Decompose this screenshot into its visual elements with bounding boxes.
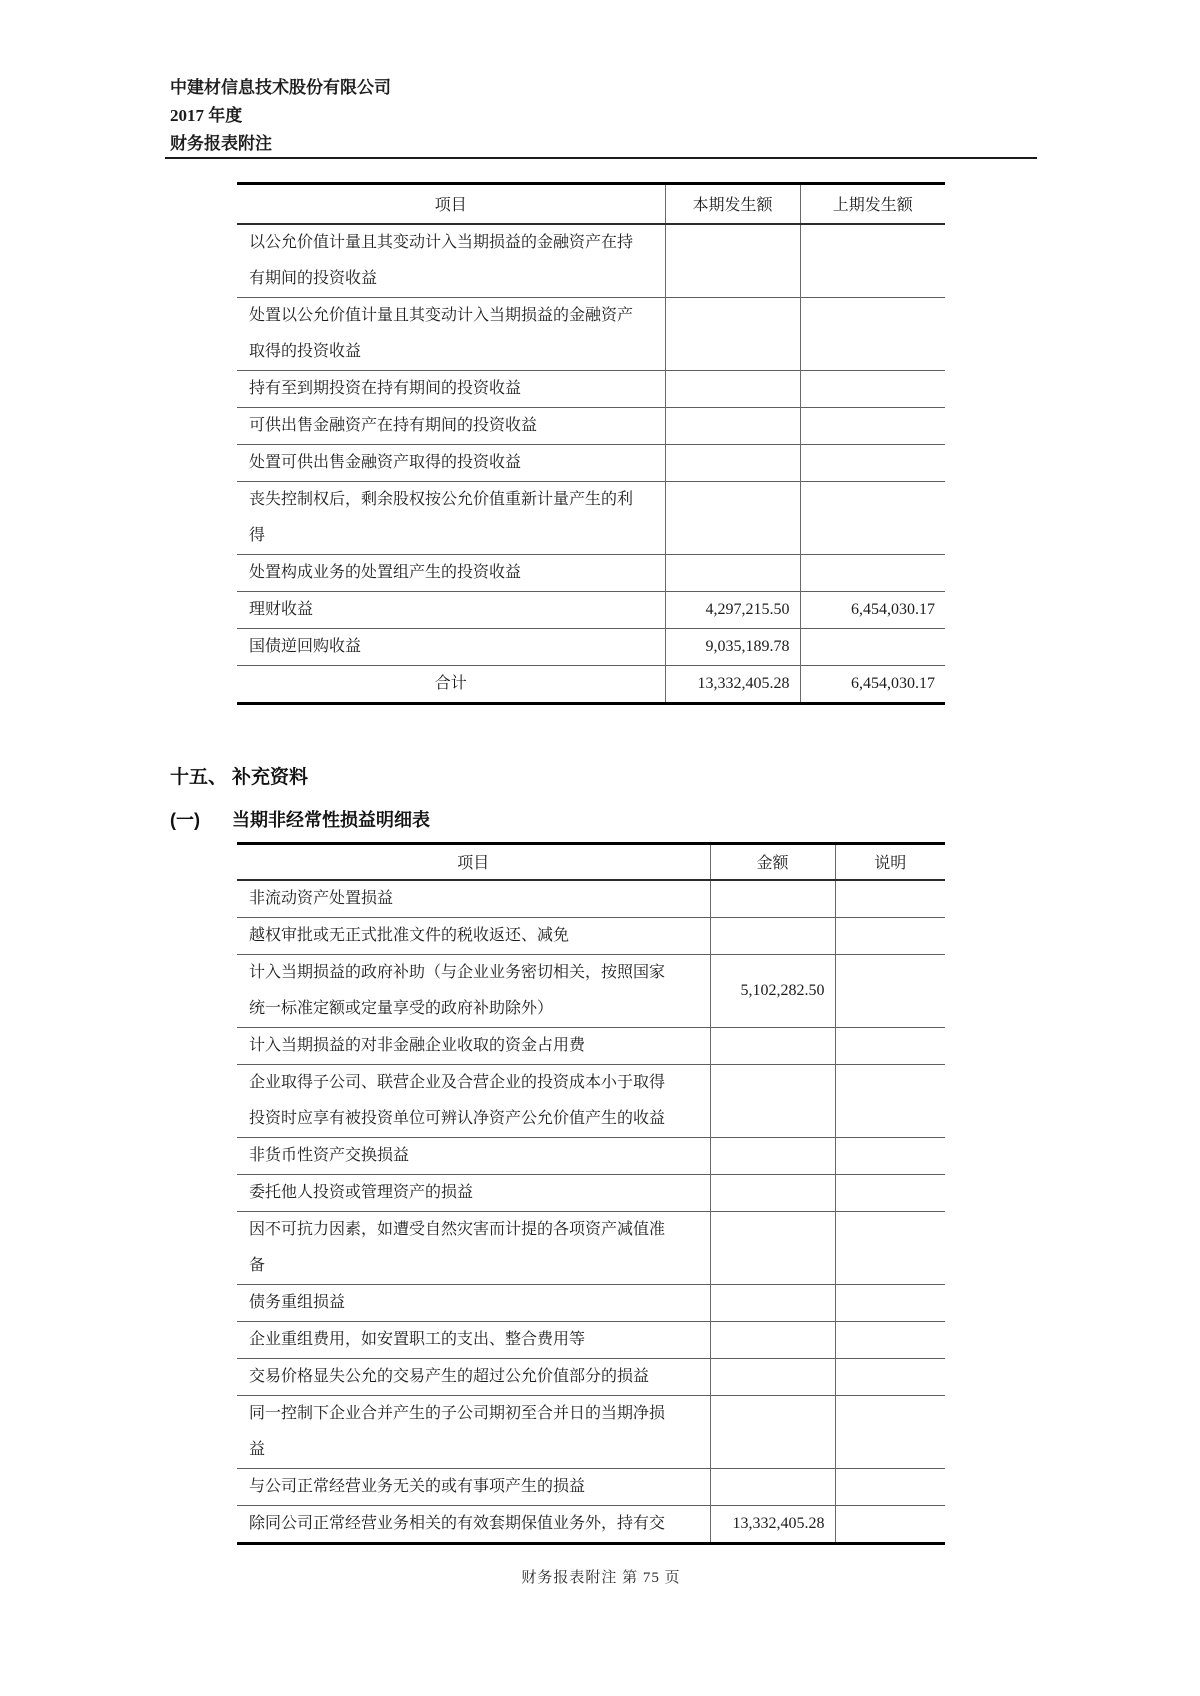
table2-header-row [237, 844, 945, 880]
item-cell: 非流动资产处置损益 [237, 880, 710, 918]
header-divider [165, 157, 1037, 159]
amount-cell [710, 1027, 835, 1064]
table-row [237, 407, 945, 444]
prior-amount-cell: 6,454,030.17 [800, 665, 945, 703]
table-row [237, 1358, 945, 1395]
prior-amount-cell [800, 628, 945, 665]
table-row [237, 224, 945, 298]
table-row [237, 880, 945, 918]
table1-header-current: 本期发生额 [665, 184, 800, 224]
subsection-title: 当期非经常性损益明细表 [232, 810, 430, 830]
table2-header-amount: 金额 [710, 844, 835, 880]
table-row [237, 297, 945, 370]
table-row [237, 444, 945, 481]
item-cell: 计入当期损益的对非金融企业收取的资金占用费 [237, 1027, 710, 1064]
item-cell: 计入当期损益的政府补助（与企业业务密切相关，按照国家统一标准定额或定量享受的政府补助除外） [237, 954, 710, 1027]
table-row [237, 1284, 945, 1321]
item-cell: 处置以公允价值计量且其变动计入当期损益的金融资产取得的投资收益 [237, 297, 665, 370]
item-cell: 企业取得子公司、联营企业及合营企业的投资成本小于取得投资时应享有被投资单位可辨认净资产公允价值产生的收益 [237, 1064, 710, 1137]
item-cell: 合计 [237, 665, 665, 703]
item-cell: 非货币性资产交换损益 [237, 1137, 710, 1174]
item-cell: 丧失控制权后，剩余股权按公允价值重新计量产生的利得 [237, 481, 665, 554]
note-cell [835, 1395, 945, 1468]
investment-income-table [237, 182, 945, 705]
note-cell [835, 1174, 945, 1211]
prior-amount-cell [800, 370, 945, 407]
prior-amount-cell [800, 444, 945, 481]
table-row [237, 1027, 945, 1064]
amount-cell [710, 1064, 835, 1137]
table-row [237, 554, 945, 591]
item-cell: 交易价格显失公允的交易产生的超过公允价值部分的损益 [237, 1358, 710, 1395]
note-cell [835, 1505, 945, 1543]
prior-amount-cell [800, 481, 945, 554]
subsection-number: (一) [170, 810, 200, 830]
current-amount-cell [665, 370, 800, 407]
table1-header-item: 项目 [237, 184, 665, 224]
table-row [237, 628, 945, 665]
item-cell: 企业重组费用，如安置职工的支出、整合费用等 [237, 1321, 710, 1358]
item-cell: 国债逆回购收益 [237, 628, 665, 665]
note-cell [835, 880, 945, 918]
item-cell: 同一控制下企业合并产生的子公司期初至合并日的当期净损益 [237, 1395, 710, 1468]
current-amount-cell [665, 481, 800, 554]
table-row [237, 1064, 945, 1137]
note-cell [835, 1211, 945, 1284]
nonrecurring-items-table [237, 842, 945, 1545]
table-row [237, 1505, 945, 1543]
page-footer: 财务报表附注 第 75 页 [521, 1570, 681, 1586]
doc-title: 财务报表附注 [170, 134, 272, 153]
current-amount-cell [665, 297, 800, 370]
table-row [237, 1468, 945, 1505]
prior-amount-cell [800, 297, 945, 370]
table2-header-item: 项目 [237, 844, 710, 880]
item-cell: 债务重组损益 [237, 1284, 710, 1321]
section-number: 十五、 [170, 767, 228, 788]
note-cell [835, 1137, 945, 1174]
current-amount-cell: 13,332,405.28 [665, 665, 800, 703]
current-amount-cell [665, 407, 800, 444]
note-cell [835, 917, 945, 954]
current-amount-cell: 9,035,189.78 [665, 628, 800, 665]
prior-amount-cell [800, 407, 945, 444]
current-amount-cell [665, 224, 800, 298]
table-row [237, 1211, 945, 1284]
item-cell: 越权审批或无正式批准文件的税收返还、减免 [237, 917, 710, 954]
table-row [237, 1395, 945, 1468]
prior-amount-cell: 6,454,030.17 [800, 591, 945, 628]
section-title: 补充资料 [232, 767, 309, 788]
section-heading [170, 762, 308, 789]
table-row [237, 1321, 945, 1358]
item-cell: 处置可供出售金融资产取得的投资收益 [237, 444, 665, 481]
amount-cell [710, 1137, 835, 1174]
item-cell: 可供出售金融资产在持有期间的投资收益 [237, 407, 665, 444]
company-name: 中建材信息技术股份有限公司 [170, 78, 391, 97]
table-row [237, 917, 945, 954]
subsection-heading [170, 806, 430, 832]
current-amount-cell [665, 444, 800, 481]
table-row [237, 370, 945, 407]
note-cell [835, 1027, 945, 1064]
item-cell: 与公司正常经营业务无关的或有事项产生的损益 [237, 1468, 710, 1505]
item-cell: 理财收益 [237, 591, 665, 628]
note-cell [835, 1284, 945, 1321]
current-amount-cell: 4,297,215.50 [665, 591, 800, 628]
note-cell [835, 1321, 945, 1358]
amount-cell [710, 1321, 835, 1358]
table-row [237, 1174, 945, 1211]
page-header [170, 74, 391, 158]
amount-cell [710, 1395, 835, 1468]
item-cell: 以公允价值计量且其变动计入当期损益的金融资产在持有期间的投资收益 [237, 224, 665, 298]
amount-cell [710, 1468, 835, 1505]
table-row [237, 1137, 945, 1174]
table2-header-note: 说明 [835, 844, 945, 880]
current-amount-cell [665, 554, 800, 591]
note-cell [835, 1358, 945, 1395]
amount-cell [710, 917, 835, 954]
table-row [237, 665, 945, 703]
note-cell [835, 1064, 945, 1137]
table1-header-row [237, 184, 945, 224]
amount-cell [710, 1211, 835, 1284]
item-cell: 除同公司正常经营业务相关的有效套期保值业务外，持有交 [237, 1505, 710, 1543]
item-cell: 因不可抗力因素，如遭受自然灾害而计提的各项资产减值准备 [237, 1211, 710, 1284]
note-cell [835, 1468, 945, 1505]
item-cell: 持有至到期投资在持有期间的投资收益 [237, 370, 665, 407]
fiscal-year: 2017 年度 [170, 106, 243, 125]
prior-amount-cell [800, 554, 945, 591]
table-row [237, 481, 945, 554]
note-cell [835, 954, 945, 1027]
amount-cell [710, 880, 835, 918]
item-cell: 委托他人投资或管理资产的损益 [237, 1174, 710, 1211]
item-cell: 处置构成业务的处置组产生的投资收益 [237, 554, 665, 591]
prior-amount-cell [800, 224, 945, 298]
amount-cell [710, 1358, 835, 1395]
amount-cell: 5,102,282.50 [710, 954, 835, 1027]
table-row [237, 591, 945, 628]
amount-cell: 13,332,405.28 [710, 1505, 835, 1543]
amount-cell [710, 1284, 835, 1321]
table-row [237, 954, 945, 1027]
amount-cell [710, 1174, 835, 1211]
table1-header-prior: 上期发生额 [800, 184, 945, 224]
